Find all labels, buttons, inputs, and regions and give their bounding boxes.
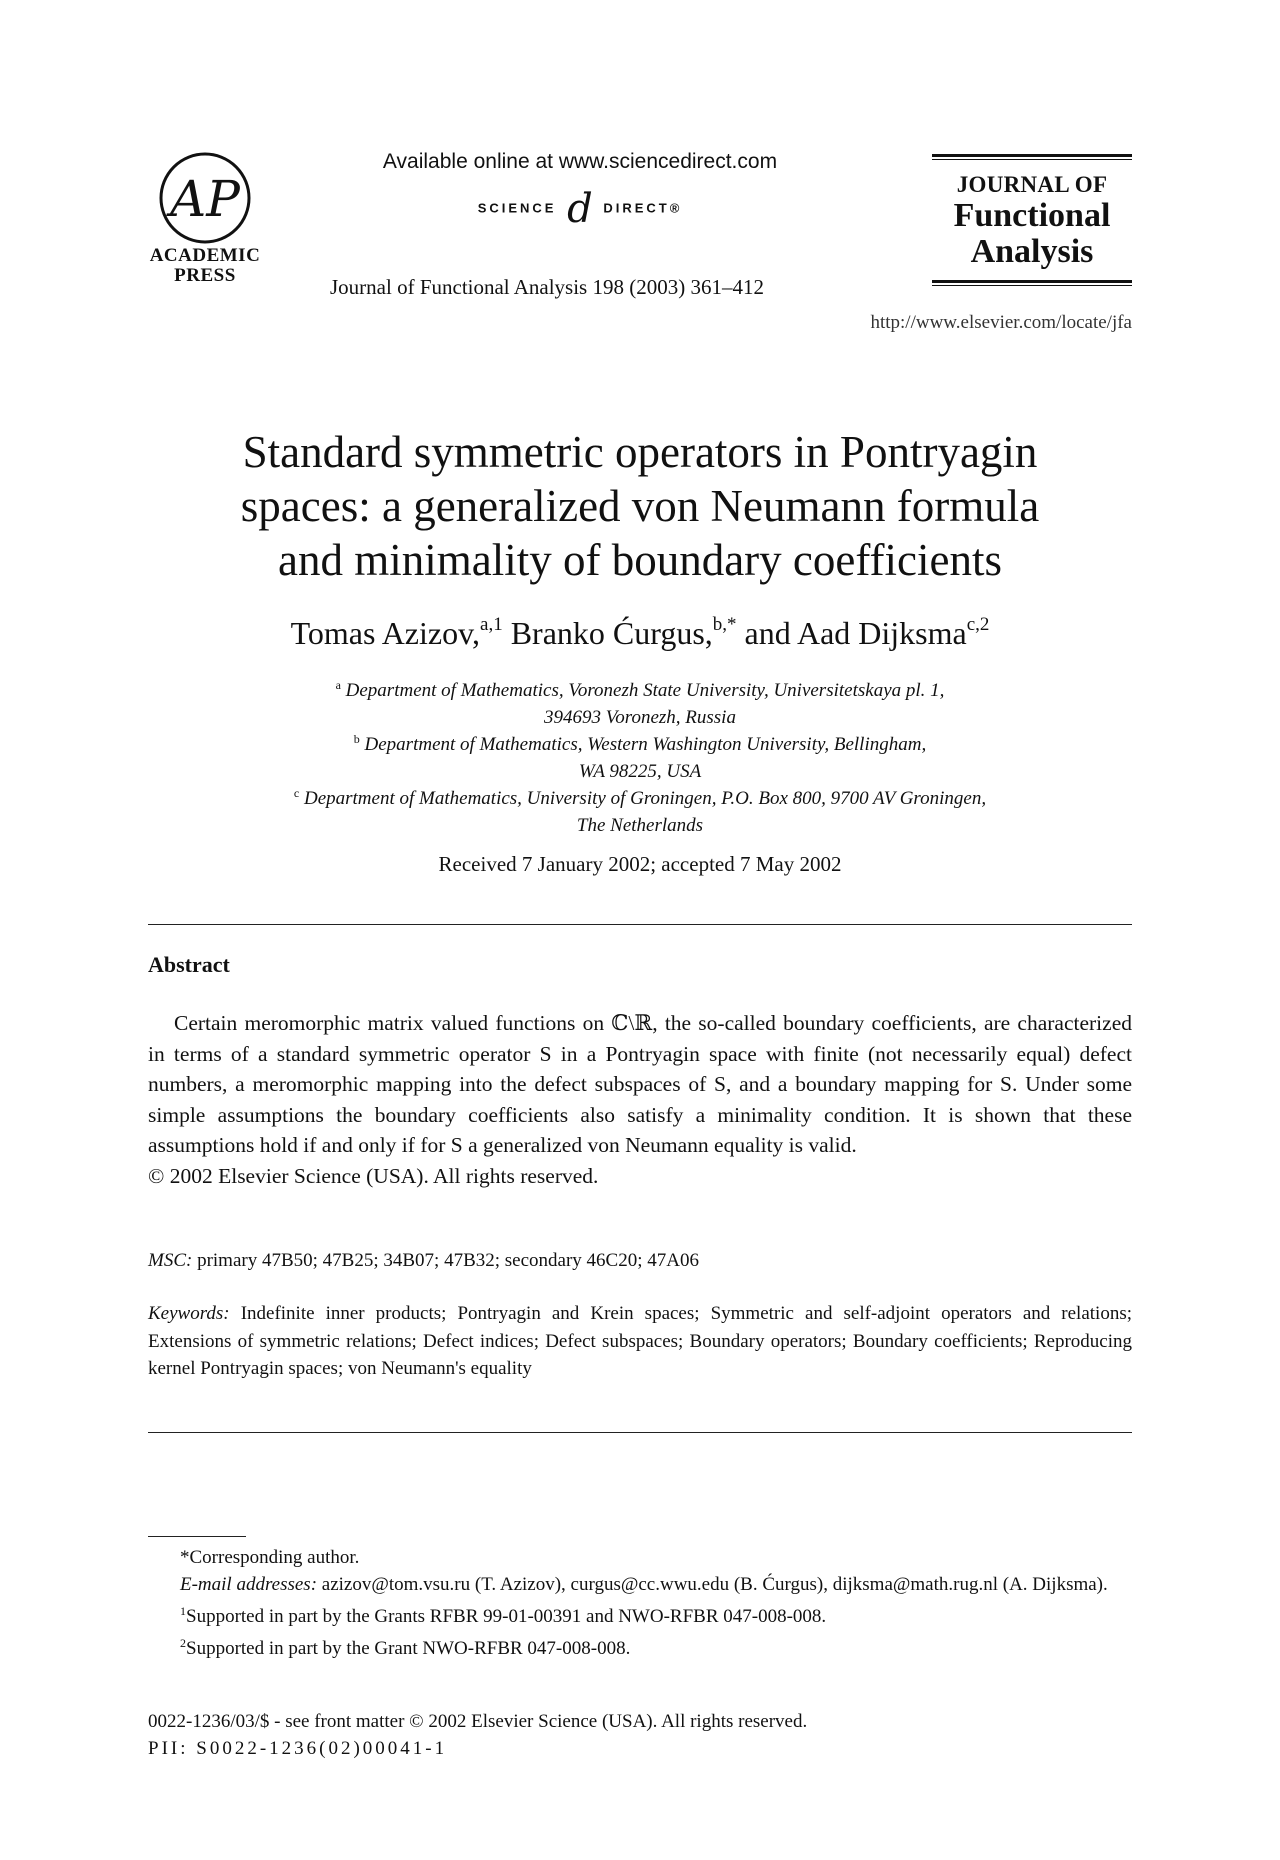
issn-line: 0022-1236/03/$ - see front matter © 2002 Elsevier Science (USA). All rights reserved.	[148, 1711, 808, 1732]
author-sup: a,1	[480, 614, 503, 635]
received-dates: Received 7 January 2002; accepted 7 May 2002	[438, 852, 842, 876]
journal-name-line2: Functional	[953, 197, 1111, 234]
divider-bottom	[148, 1432, 1132, 1433]
author-list	[140, 614, 1140, 652]
ap-logo-icon	[157, 150, 253, 246]
title-line: and minimality of boundary coefficients	[278, 535, 1002, 585]
affiliation-label: c	[293, 786, 300, 800]
author-sup: b,*	[712, 614, 737, 635]
keywords-label: Keywords:	[148, 1303, 230, 1324]
footnote-1	[148, 1598, 1132, 1630]
affiliation-label: a	[335, 678, 341, 692]
msc-codes: primary 47B50; 47B25; 34B07; 47B32; secondary 46C20; 47A06	[197, 1250, 699, 1271]
affiliation-line: The Netherlands	[576, 815, 704, 836]
footnote-text: Supported in part by the Grants RFBR 99-01-00391 and NWO-RFBR 047-008-008.	[186, 1606, 827, 1627]
affiliation-label: b	[353, 732, 360, 746]
footnote-emails	[148, 1571, 1132, 1598]
footnote-rule	[148, 1536, 246, 1537]
abstract-text: Certain meromorphic matrix valued functions on ℂ\ℝ, the so-called boundary coefficients, are characterized in terms of a standard symmetric operator S in a Pontryagin space with finite (not necessarily equal) defect numbers, a meromorphic mapping into the defect subspaces of S, and a boundary mapping for S. Under some simple assumptions the boundary coefficients also satisfy a minimality condition. It is shown that these assumptions hold if and only if for S a generalized von Neumann equality is valid.	[148, 1011, 1132, 1157]
footnote-text: Supported in part by the Grant NWO-RFBR 047-008-008.	[186, 1638, 631, 1659]
author-name: Dijksma	[858, 615, 967, 651]
sciencedirect-logo	[330, 186, 830, 232]
journal-masthead	[932, 154, 1132, 286]
title-line: Standard symmetric operators in Pontryagin	[242, 427, 1038, 477]
email-label: E-mail addresses:	[180, 1574, 318, 1595]
abstract-body	[148, 1008, 1132, 1191]
masthead-rule-bottom	[932, 280, 1132, 286]
publisher-name-line2: PRESS	[174, 265, 236, 286]
msc-classification	[148, 1250, 699, 1272]
affiliation-line: Department of Mathematics, University of Groningen, P.O. Box 800, 9700 AV Groningen,	[303, 788, 987, 809]
keywords-text: Indefinite inner products; Pontryagin and Krein spaces; Symmetric and self-adjoint operators and relations; Extensions of symmetric relations; Defect indices; Defect subspaces; Boundary operators; Boundary coefficients; Reproducing kernel Pontryagin spaces; von Neumann's equality	[148, 1303, 1132, 1379]
article-title	[140, 425, 1140, 587]
sd-at-icon: d	[567, 186, 593, 232]
affiliation-c	[140, 780, 1140, 839]
journal-url[interactable]: http://www.elsevier.com/locate/jfa	[870, 312, 1132, 333]
sd-left: SCIENCE	[477, 200, 557, 216]
pii-line: PII: S0022-1236(02)00041-1	[148, 1738, 448, 1759]
affiliation-line: 394693 Voronezh, Russia	[544, 707, 736, 728]
title-line: spaces: a generalized von Neumann formula	[240, 481, 1040, 531]
author-sup: c,2	[966, 614, 990, 635]
author-name: Tomas Azizov,	[290, 615, 481, 651]
affiliation-line: WA 98225, USA	[578, 761, 702, 782]
keywords	[148, 1300, 1132, 1383]
bottom-matter	[148, 1708, 807, 1762]
publisher-name-line1: ACADEMIC	[149, 245, 261, 266]
author-name: Branko Ćurgus,	[510, 615, 713, 651]
logo-text: AP	[170, 170, 240, 228]
journal-name-line1: JOURNAL OF	[956, 172, 1108, 197]
footnote-2	[148, 1630, 1132, 1662]
msc-label: MSC:	[148, 1250, 193, 1271]
footnote-label: 1	[180, 1604, 186, 1618]
affiliation-a	[140, 672, 1140, 731]
affiliation-line: Department of Mathematics, Voronezh State University, Universitetskaya pl. 1,	[345, 680, 945, 701]
footnote-label: 2	[180, 1636, 186, 1650]
journal-citation: Journal of Functional Analysis 198 (2003) 361–412	[330, 275, 764, 299]
publisher-logo	[140, 150, 270, 300]
divider-top	[148, 924, 1132, 925]
author-and: and Aad	[744, 615, 851, 651]
email-addresses[interactable]: azizov@tom.vsu.ru (T. Azizov), curgus@cc.wwu.edu (B. Ćurgus), dijksma@math.rug.nl (A. Dijksma).	[321, 1574, 1108, 1595]
journal-name-line3: Analysis	[970, 233, 1094, 270]
footnote-corresponding: *Corresponding author.	[180, 1547, 360, 1568]
available-online: Available online at www.sciencedirect.com	[382, 150, 778, 173]
affiliation-line: Department of Mathematics, Western Washington University, Bellingham,	[364, 734, 927, 755]
abstract-copyright: © 2002 Elsevier Science (USA). All rights reserved.	[148, 1163, 599, 1188]
masthead-rule-top	[932, 154, 1132, 160]
abstract-heading: Abstract	[148, 952, 230, 977]
sd-right: DIRECT®	[603, 200, 683, 216]
affiliation-b	[140, 726, 1140, 785]
footnotes	[148, 1544, 1132, 1662]
